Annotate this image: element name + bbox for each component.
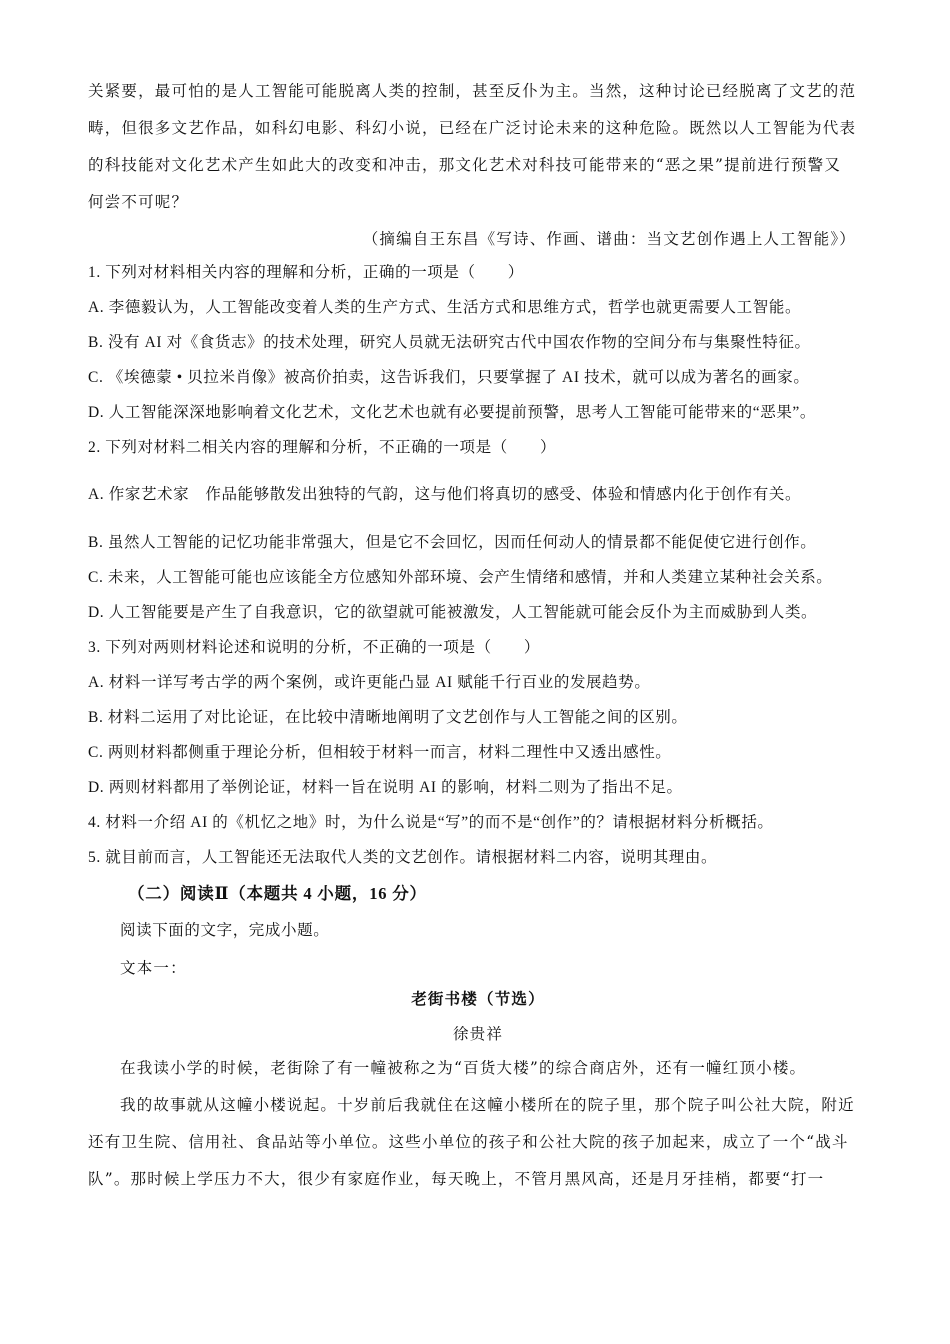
question-3-option-a: A. 材料一详写考古学的两个案例，或许更能凸显 AI 赋能千行百业的发展趋势。 [88,674,651,691]
question-2-option-a: A. 作家艺术家 作品能够散发出独特的气韵，这与他们将真切的感受、体验和情感内化于创作有关。 [88,486,802,503]
question-3-stem: 3. 下列对两则材料论述和说明的分析，不正确的一项是（ ） [88,639,541,656]
question-1-option-a: A. 李德毅认为，人工智能改变着人类的生产方式、生活方式和思维方式，哲学也就更需要人工智能。 [88,299,802,316]
article-paragraph-2-line-2: 还有卫生院、信用社、食品站等小单位。这些小单位的孩子和公社大院的孩子加起来，成立了一个“战斗 [88,1133,849,1151]
article-paragraph-2-line-1: 我的故事就从这幢小楼说起。十岁前后我就住在这幢小楼所在的院子里，那个院子叫公社大院，附近 [120,1096,855,1114]
section-two-instruction: 阅读下面的文字，完成小题。 [120,922,330,939]
article-author: 徐贵祥 [452,1025,504,1043]
question-3-option-b: B. 材料二运用了对比论证，在比较中清晰地阐明了文艺创作与人工智能之间的区别。 [88,709,688,726]
text-one-label: 文本一： [120,959,187,977]
question-2-stem: 2. 下列对材料二相关内容的理解和分析，不正确的一项是（ ） [88,439,557,456]
question-2-option-b: B. 虽然人工智能的记忆功能非常强大，但是它不会回忆，因而任何动人的情景都不能促使它进行创作。 [88,534,817,551]
question-3-option-c: C. 两则材料都侧重于理论分析，但相较于材料一而言，材料二理性中又透出感性。 [88,744,672,761]
material-one-line-2: 畴，但很多文艺作品，如科幻电影、科幻小说，已经在广泛讨论未来的这种危险。既然以人工智能为代表 [88,119,857,137]
question-5: 5. 就目前而言，人工智能还无法取代人类的文艺创作。请根据材料二内容，说明其理由。 [88,849,718,866]
question-1-option-d: D. 人工智能深深地影响着文化艺术，文化艺术也就有必要提前预警，思考人工智能可能带来的“恶果”。 [88,404,817,421]
article-paragraph-1: 在我读小学的时候，老街除了有一幢被称之为“百货大楼”的综合商店外，还有一幢红顶小楼。 [120,1059,807,1077]
question-4: 4. 材料一介绍 AI 的《机忆之地》时，为什么说是“写”的而不是“创作”的？请根据材料分析概括。 [88,814,774,831]
question-1-option-b: B. 没有 AI 对《食货志》的技术处理，研究人员就无法研究古代中国农作物的空间分布与集聚性特征。 [88,334,811,351]
material-one-line-4: 何尝不可呢？ [88,193,189,211]
question-3-option-d: D. 两则材料都用了举例论证，材料一旨在说明 AI 的影响，材料二则为了指出不足。 [88,779,683,796]
question-2-option-d: D. 人工智能要是产生了自我意识，它的欲望就可能被激发，人工智能就可能会反仆为主而威胁到人类。 [88,604,818,621]
material-one-line-3: 的科技能对文化艺术产生如此大的改变和冲击，那文化艺术对科技可能带来的“恶之果”提前进行预警又 [88,156,842,174]
article-paragraph-2-line-3: 队”。那时候上学压力不大，很少有家庭作业，每天晚上，不管月黑风高，还是月牙挂梢，都要“打一 [88,1170,825,1188]
section-two-heading: （二）阅读Ⅱ（本题共 4 小题，16 分） [128,884,427,903]
question-2-option-c: C. 未来，人工智能可能也应该能全方位感知外部环境、会产生情绪和感情，并和人类建立某种社会关系。 [88,569,833,586]
source-note: （摘编自王东昌《写诗、作画、谱曲：当文艺创作遇上人工智能》） [362,230,856,248]
question-1-option-c: C. 《埃德蒙 • 贝拉米肖像》被高价拍卖，这告诉我们，只要掌握了 AI 技术，就可以成为著名的画家。 [88,369,810,386]
material-one-line-1: 关紧要，最可怕的是人工智能可能脱离人类的控制，甚至反仆为主。当然，这种讨论已经脱离了文艺的范 [88,82,857,100]
question-1-stem: 1. 下列对材料相关内容的理解和分析，正确的一项是（ ） [88,264,524,281]
article-title: 老街书楼（节选） [411,989,545,1008]
